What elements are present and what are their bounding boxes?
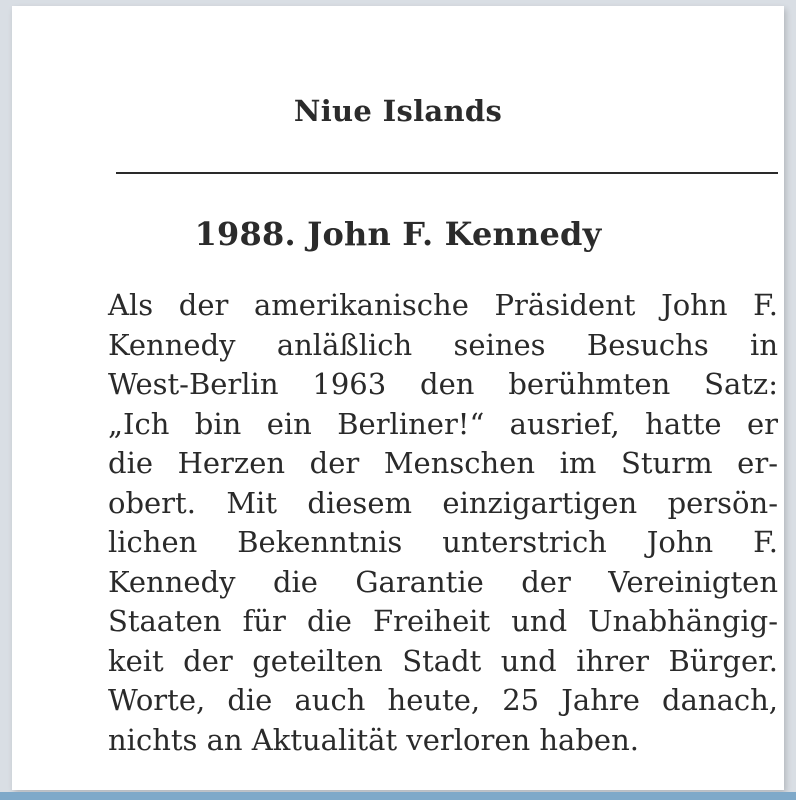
body-line: Kennedy die Garantie der Vereinigten: [108, 564, 778, 599]
body-line: „Ich bin ein Berliner!“ ausrief, hatte er: [108, 406, 778, 441]
body-line: Als der amerikanische Präsident John F.: [108, 288, 778, 322]
background-edge: [0, 792, 796, 800]
document-title: Niue Islands: [293, 94, 503, 128]
body-line: lichen Bekenntnis unterstrich John F.: [108, 525, 778, 559]
body-line: nichts an Aktualität verloren haben.: [108, 722, 639, 757]
document-subtitle: 1988. John F. Kennedy: [194, 215, 602, 253]
document-card: [12, 6, 784, 790]
body-line: West-Berlin 1963 den berühmten Satz:: [108, 367, 778, 401]
body-line: obert. Mit diesem einzigartigen persön-: [108, 485, 778, 520]
body-line: Kennedy anläßlich seines Besuchs in: [108, 327, 778, 362]
body-paragraph: [108, 286, 778, 760]
title-divider: [116, 172, 778, 174]
body-line: Staaten für die Freiheit und Unabhängig-: [108, 604, 778, 638]
body-line: die Herzen der Menschen im Sturm er-: [108, 446, 778, 480]
body-line: keit der geteilten Stadt und ihrer Bürger.: [108, 643, 778, 678]
body-line: Worte, die auch heute, 25 Jahre danach,: [108, 683, 778, 717]
